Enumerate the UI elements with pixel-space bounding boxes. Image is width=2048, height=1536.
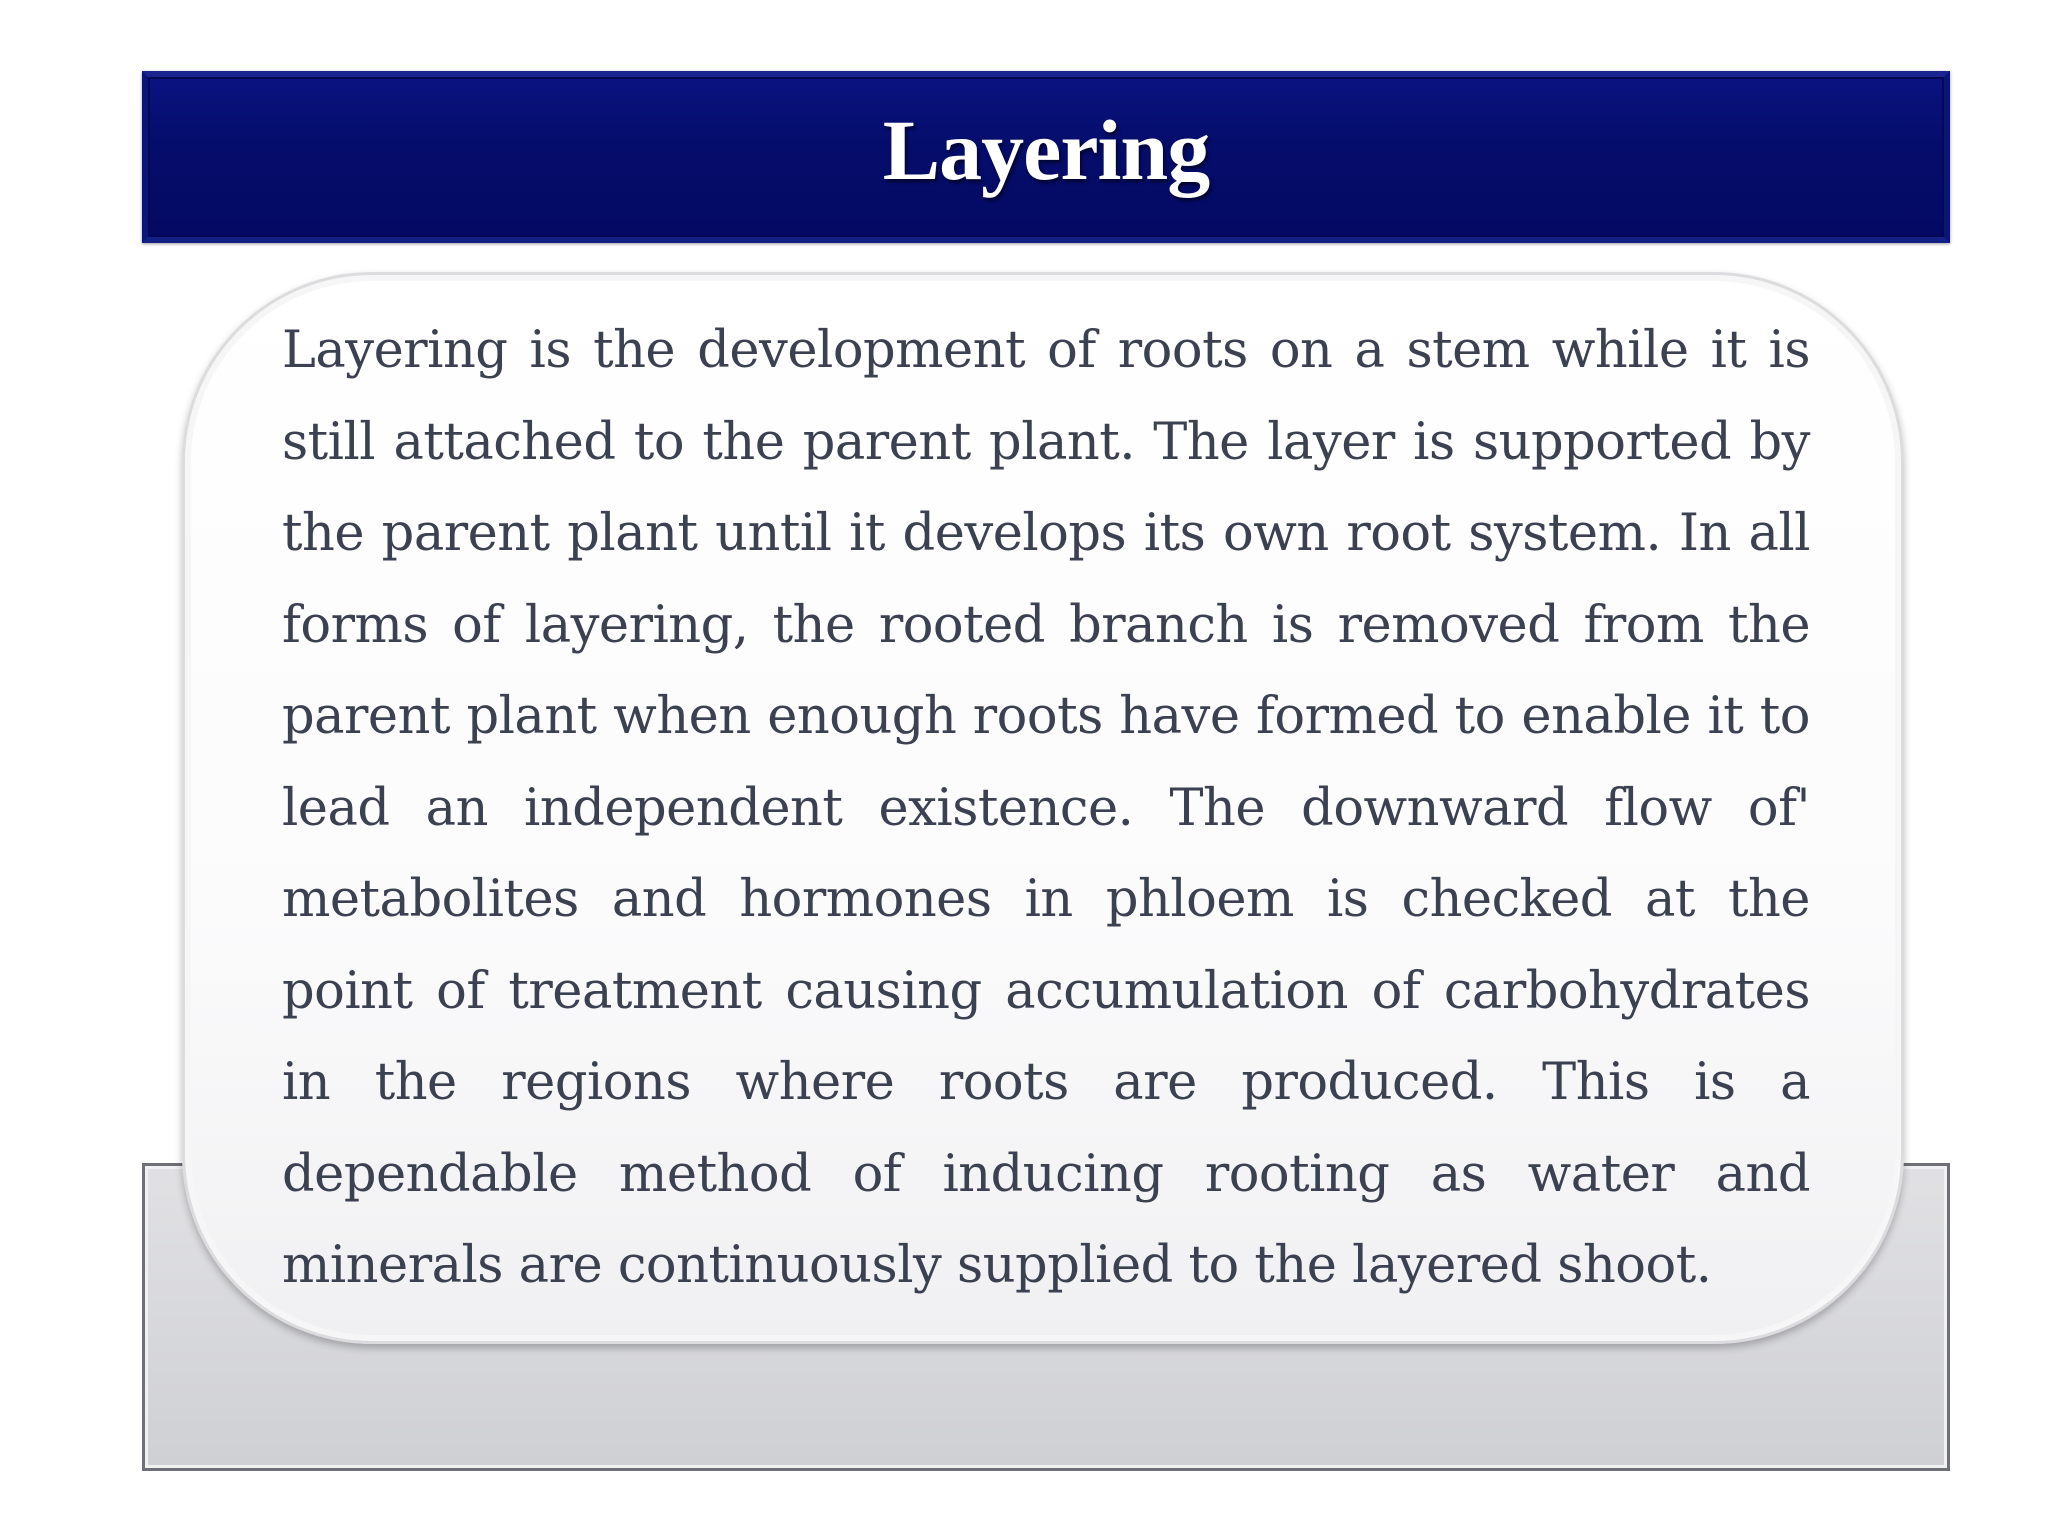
slide-title: Layering <box>882 102 1210 198</box>
title-banner <box>142 71 1950 243</box>
body-paragraph: Layering is the development of roots on a stem while it is still attached to the parent plant. The layer is supported by the parent plant until it develops its own root system. In all forms of layering, the rooted branch is removed from the parent plant when enough roots have formed to enable it to lead an independent existence. The downward flow of' metabolites and hormones in phloem is checked at the point of treatment causing accumulation of carbohydrates in the regions where roots are produced. This is a dependable method of inducing rooting as water and minerals are continuously supplied to the layered shoot. <box>282 321 1810 1295</box>
